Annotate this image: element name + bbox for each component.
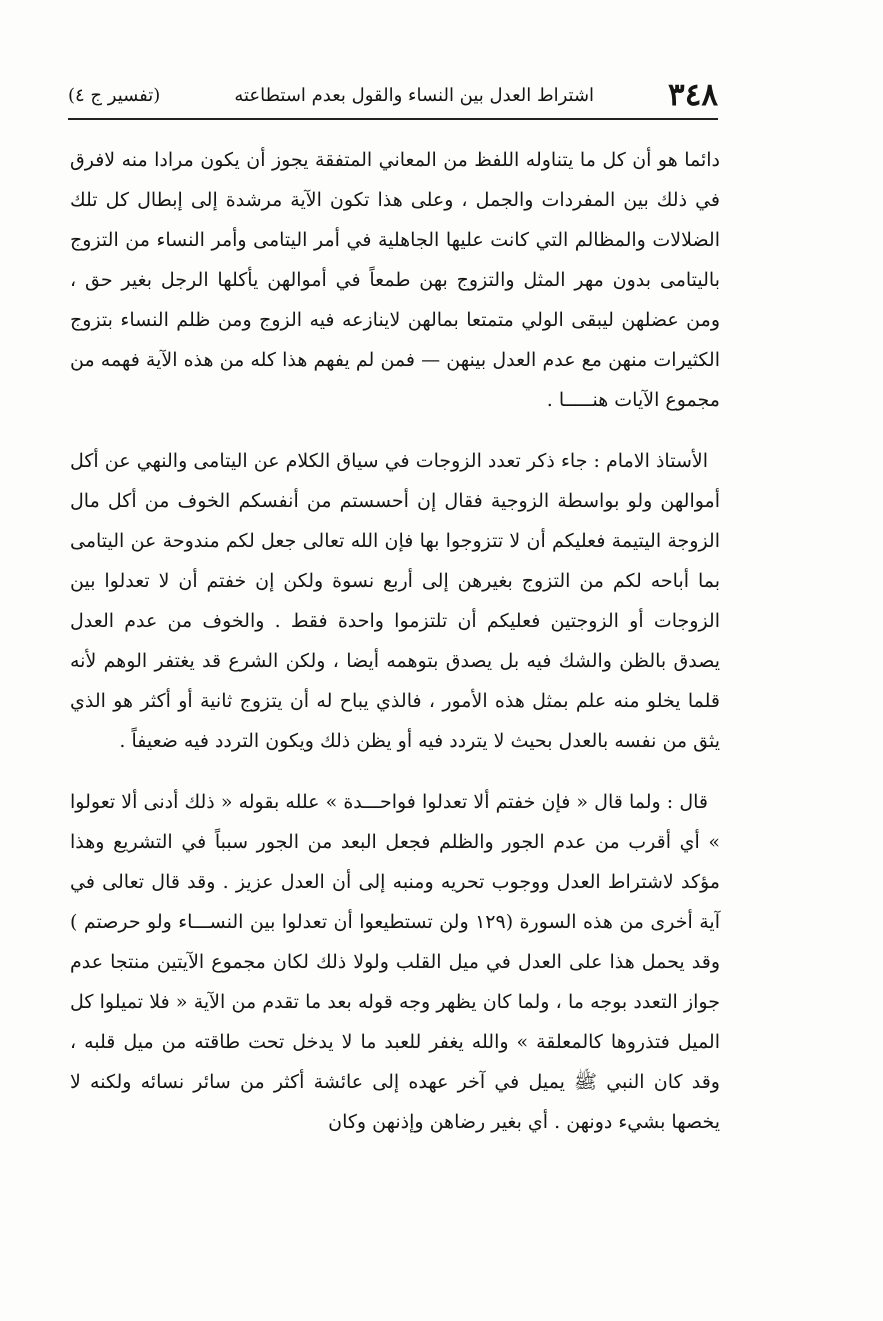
- paragraph: قال : ولما قال « فإن خفتم ألا تعدلوا فواحـــدة » علله بقوله « ذلك أدنى ألا تعولوا » أي أقرب من عدم الجور والظلم فجعل البعد من الجور سبباً في التشريع وهذا مؤكد لاشتراط العدل ووجوب تحريه ومنبه إلى أن العدل عزيز . وقد قال تعالى في آية أخرى من هذه السورة (١٢٩ ولن تستطيعوا أن تعدلوا بين النســـاء ولو حرصتم ) وقد يحمل هذا على العدل في ميل القلب ولولا ذلك لكان مجموع الآيتين منتجا عدم جواز التعدد بوجه ما ، ولما كان يظهر وجه قوله بعد ما تقدم من الآية « فلا تميلوا كل الميل فتذروها كالمعلقة » والله يغفر للعبد ما لا يدخل تحت طاقته من ميل قلبه ، وقد كان النبي ﷺ يميل في آخر عهده إلى عائشة أكثر من سائر نسائه ولكنه لا يخصها بشيء دونهن . أي بغير رضاهن وإذنهن وكان: [70, 791, 720, 1133]
- paragraph: دائما هو أن كل ما يتناوله اللفظ من المعاني المتفقة يجوز أن يكون مرادا منه لافرق في ذلك بين المفردات والجمل ، وعلى هذا تكون الآية مرشدة إلى إبطال كل تلك الضلالات والمظالم التي كانت عليها الجاهلية في أمر اليتامى وأمر النساء من التزوج باليتامى بدون مهر المثل والتزوج بهن طمعاً في أموالهن يأكلها الرجل بغير حق ، ومن عضلهن ليبقى الولي متمتعا بمالهن لاينازعه فيه الزوج ومن ظلم النساء بتزوج الكثيرات منهن مع عدم العدل بينهن — فمن لم يفهم هذا كله من هذه الآية فهمه من مجموع الآيات هنـــــا .: [70, 149, 720, 411]
- paragraph: الأستاذ الامام : جاء ذكر تعدد الزوجات في سياق الكلام عن اليتامى والنهي عن أكل أموالهن ولو بواسطة الزوجية فقال إن أحسستم من أنفسكم الخوف من أكل مال الزوجة اليتيمة فعليكم أن لا تتزوجوا بها فإن الله تعالى جعل لكم مندوحة عن اليتامى بما أباحه لكم من التزوج بغيرهن إلى أربع نسوة ولكن إن خفتم أن لا تعدلوا بين الزوجات أو الزوجتين فعليكم أن تلتزموا واحدة فقط . والخوف من عدم العدل يصدق بالظن والشك فيه بل يصدق بتوهمه أيضا ، ولكن الشرع قد يغتفر الوهم لأنه قلما يخلو منه علم بمثل هذه الأمور ، فالذي يباح له أن يتزوج ثانية أو أكثر هو الذي يثق من نفسه بالعدل بحيث لا يتردد فيه أو يظن ذلك ويكون التردد فيه ضعيفاً .: [70, 450, 720, 752]
- running-source: (تفسير ج ٤): [68, 84, 161, 106]
- page-number: ٣٤٨: [668, 77, 718, 113]
- page-body: [70, 140, 720, 1142]
- running-title: اشتراط العدل بين النساء والقول بعدم استطاعته: [234, 84, 595, 106]
- page-header: [68, 72, 718, 120]
